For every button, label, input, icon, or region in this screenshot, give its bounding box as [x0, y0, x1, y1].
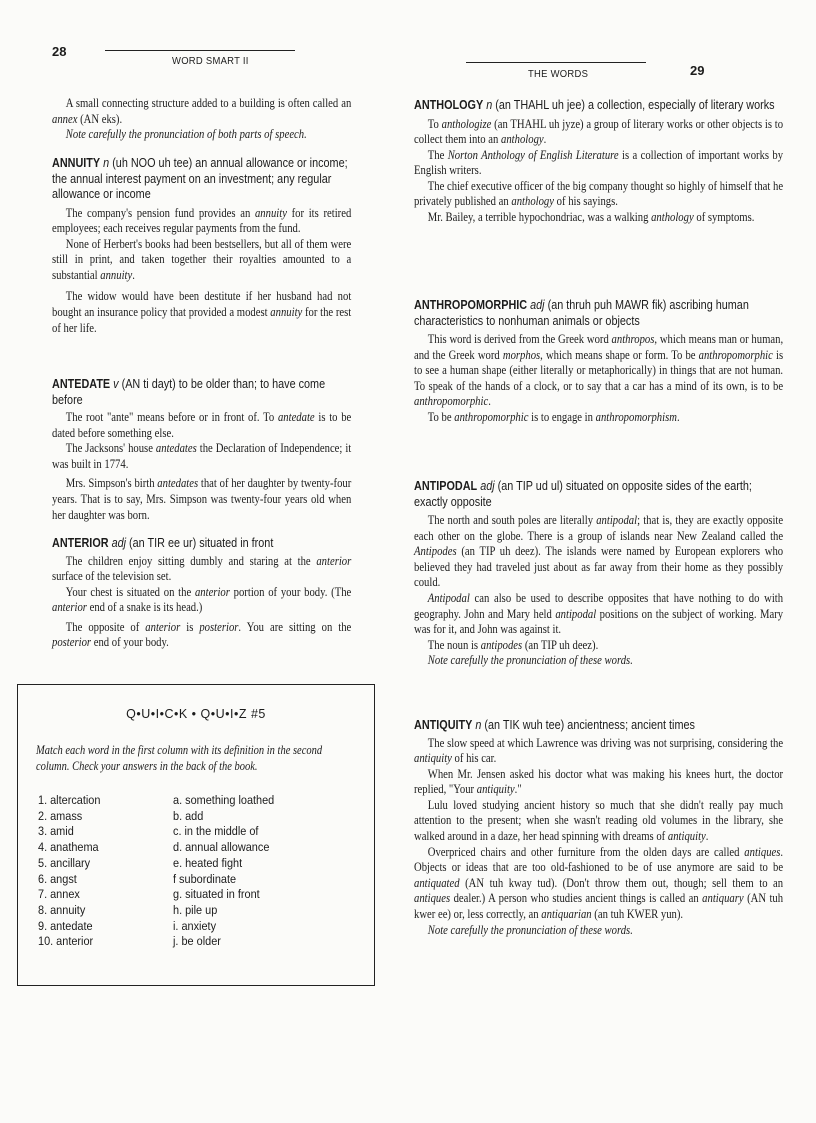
quick-quiz-box: [17, 684, 375, 986]
quiz-definition: g. situated in front: [173, 887, 260, 902]
intro-block: [52, 96, 352, 143]
entry-anthropomorphic: [414, 298, 784, 426]
paragraph: Lulu loved studying ancient history so much that she didn't really pay much attention to the present; when she wasn't reading old volumes in the library, she walked around in a daze, her head spinning with dreams of antiquity.: [414, 797, 784, 844]
entry-annuity: [52, 156, 352, 336]
quiz-definition: b. add: [173, 808, 204, 823]
quiz-word: 5. ancillary: [38, 855, 91, 870]
headword-anthology: ANTHOLOGY n (an THAHL uh jee) a collection, especially of literary works: [414, 98, 775, 112]
page-number-left: 28: [52, 44, 67, 59]
paragraph: To anthologize (an THAHL uh jyze) a group of literary works or other objects is to collect them into an anthology.: [414, 116, 784, 147]
quiz-title: Q•U•I•C•K • Q•U•I•Z #5: [126, 707, 266, 721]
paragraph: The opposite of anterior is posterior. You are sitting on the posterior end of your body.: [52, 619, 352, 650]
paragraph: The root "ante" means before or in front of. To antedate is to be dated before something else.: [52, 410, 352, 440]
quiz-word: 3. amid: [38, 824, 74, 839]
quiz-word: 8. annuity: [38, 902, 86, 917]
pronunciation-note: Note carefully the pronunciation of these words.: [427, 653, 633, 668]
quiz-word: 2. amass: [38, 808, 83, 823]
paragraph: The children enjoy sitting dumbly and staring at the anterior surface of the television set.: [52, 553, 352, 584]
running-head-rule-right: [466, 62, 646, 63]
paragraph: The Norton Anthology of English Literature is a collection of important works by English writers.: [414, 147, 784, 178]
pronunciation-note: Note carefully the pronunciation of these words.: [427, 922, 633, 937]
quiz-definition: i. anxiety: [173, 918, 217, 933]
intro-line-annex: A small connecting structure added to a building is often called an annex (AN eks).: [52, 96, 352, 126]
headword-annuity: ANNUITY n (uh NOO uh tee) an annual allowance or income; the annual interest payment on an investment; any regular allowance or income: [52, 156, 348, 201]
paragraph: Your chest is situated on the anterior portion of your body. (The anterior end of a snake is its head.): [52, 584, 352, 615]
paragraph: The widow would have been destitute if her husband had not bought an insurance policy that provided a modest annuity for the rest of her life.: [52, 289, 352, 335]
quiz-word: 6. angst: [38, 871, 77, 886]
entry-anthology: [414, 98, 784, 226]
paragraph: The slow speed at which Lawrence was driving was not surprising, considering the antiquity of his car.: [414, 735, 784, 766]
headword-antedate: ANTEDATE v (AN ti dayt) to be older than; to have come before: [52, 377, 326, 407]
running-head-left: WORD SMART II: [172, 55, 249, 67]
page-number-right: 29: [690, 63, 705, 78]
paragraph: When Mr. Jensen asked his doctor what was making his knees hurt, the doctor replied, "Your antiquity.": [414, 766, 784, 797]
quiz-instructions: Match each word in the first column with its definition in the second column. Check your answers in the back of the book.: [36, 743, 323, 773]
quiz-word: 1. altercation: [38, 793, 101, 807]
quiz-definition: f subordinate: [173, 871, 237, 886]
quiz-definition: h. pile up: [173, 902, 218, 917]
paragraph: The noun is antipodes (an TIP uh deez).: [427, 637, 599, 652]
paragraph: Antipodal can also be used to describe opposites that have nothing to do with geography. John and Mary held antipodal positions on the subject of working. Mary was for it, and John was against it.: [414, 590, 784, 637]
headword-anthropomorphic: ANTHROPOMORPHIC adj (an thruh puh MAWR fik) ascribing human characteristics to nonhuman animals or objects: [414, 298, 749, 328]
entry-antedate: [52, 377, 352, 523]
paragraph: The north and south poles are literally antipodal; that is, they are exactly opposite each other on the globe. There is a group of islands near New Zealand called the Antipodes (an TIP uh deez). The islands were named by European explorers who believed they had traveled just about as far away from their home as they possibly could.: [414, 513, 784, 590]
entry-antipodal: [414, 479, 784, 669]
quiz-word: 10. anterior: [38, 934, 94, 949]
intro-note: Note carefully the pronunciation of both parts of speech.: [65, 127, 307, 142]
quiz-definition: a. something loathed: [173, 793, 275, 807]
paragraph: The Jacksons' house antedates the Declaration of Independence; it was built in 1774.: [52, 441, 352, 471]
quiz-word: 7. annex: [38, 887, 80, 902]
paragraph: The company's pension fund provides an annuity for its retired employees; each receives regular payments from the fund.: [52, 205, 352, 236]
headword-antipodal: ANTIPODAL adj (an TIP ud ul) situated on opposite sides of the earth; exactly opposite: [414, 479, 752, 509]
entry-anterior: [52, 536, 352, 651]
paragraph: This word is derived from the Greek word anthropos, which means man or human, and the Greek word morphos, which means shape or form. To be anthropomorphic is to see a human shape (either literally or metaphorically) in things that are not human. To speak of the hands of a clock, or to say that a car has a mind of its own, is to be anthropomorphic.: [414, 332, 784, 409]
quiz-definition-list: [173, 793, 288, 950]
running-head-right: THE WORDS: [528, 68, 589, 80]
quiz-definition: d. annual allowance: [173, 840, 270, 855]
headword-anterior: ANTERIOR adj (an TIR ee ur) situated in front: [52, 536, 274, 550]
quiz-word-list: [38, 793, 109, 950]
quiz-word: 9. antedate: [38, 918, 93, 933]
paragraph: None of Herbert's books had been bestsellers, but all of them were still in print, and taken together their royalties amounted to a substantial annuity.: [52, 236, 352, 282]
quiz-definition: e. heated fight: [173, 855, 243, 870]
quiz-word: 4. anathema: [38, 840, 99, 855]
paragraph: The chief executive officer of the big company thought so highly of himself that he privately published an anthology of his sayings.: [414, 178, 784, 209]
paragraph: Overpriced chairs and other furniture from the olden days are called antiques. Objects or ideas that are too old-fashioned to be of use anymore are said to be antiquated (AN tuh kway tud). (Don't throw them out, though; sell them to an antiques dealer.) A person who studies ancient things is called an antiquary (AN tuh kwer ee) or, less correctly, an antiquarian (an tuh KWER yun).: [414, 844, 784, 922]
paragraph: To be anthropomorphic is to engage in anthropomorphism.: [427, 409, 680, 424]
running-head-rule-left: [105, 50, 295, 51]
quiz-definition: c. in the middle of: [173, 824, 259, 839]
paragraph: Mrs. Simpson's birth antedates that of her daughter by twenty-four years. That is to say, Mrs. Simpson was twenty-four years old when her daughter was born.: [52, 476, 352, 522]
headword-antiquity: ANTIQUITY n (an TIK wuh tee) ancientness; ancient times: [414, 718, 695, 732]
entry-antiquity: [414, 718, 784, 938]
paragraph: Mr. Bailey, a terrible hypochondriac, was a walking anthology of symptoms.: [427, 210, 755, 225]
quiz-definition: j. be older: [173, 934, 221, 949]
